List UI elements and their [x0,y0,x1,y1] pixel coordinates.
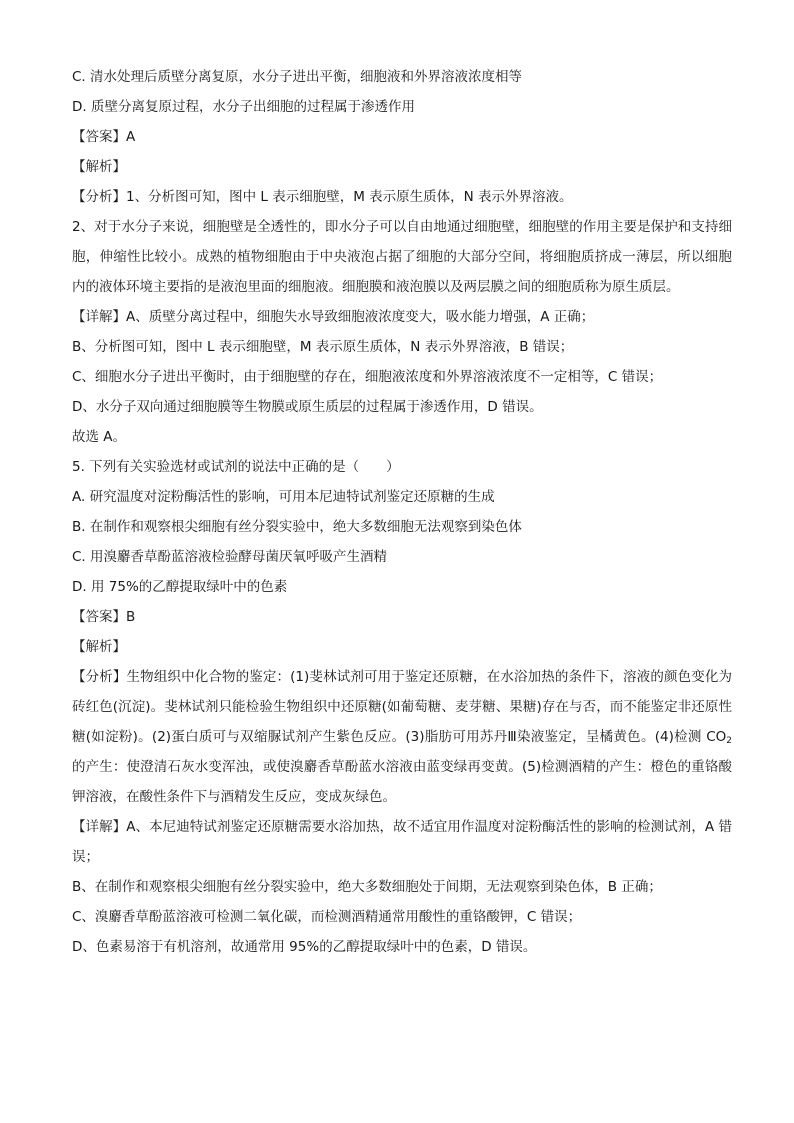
q4-xiangjie-d: D、水分子双向通过细胞膜等生物膜或原生质层的过程属于渗透作用，D 错误。 [72,399,543,415]
q5-xiangjie-b: B、在制作和观察根尖细胞有丝分裂实验中，绝大多数细胞处于间期，无法观察到染色体，B 正确； [72,879,662,895]
q4-conclusion: 故选 A。 [72,429,127,445]
q4-xiangjie-b: B、分析图可知，图中 L 表示细胞壁，M 表示原生质体，N 表示外界溶液，B 错误； [72,339,574,355]
q5-fenxi-subscript: 2 [726,736,732,746]
q5-option-d: D. 用 75%的乙醇提取绿叶中的色素 [72,579,288,595]
q5-option-b: B. 在制作和观察根尖细胞有丝分裂实验中，绝大多数细胞无法观察到染色体 [72,519,522,535]
q5-xiangjie-c: C、溴麝香草酚蓝溶液可检测二氧化碳，而检测酒精通常用酸性的重铬酸钾，C 错误； [72,909,582,925]
q4-option-d: D. 质壁分离复原过程，水分子出细胞的过程属于渗透作用 [72,99,415,115]
q4-xiangjie-a: 【详解】A、质壁分离过程中，细胞失水导致细胞液浓度变大，吸水能力增强，A 正确； [72,309,595,325]
q4-fenxi-2: 2、对于水分子来说，细胞壁是全透性的，即水分子可以自由地通过细胞壁，细胞壁的作用主要是保护和支持细胞，伸缩性比较小。成熟的植物细胞由于中央液泡占据了细胞的大部分空间，将细胞质挤成一薄层，所以细胞内的液体环境主要指的是液泡里面的细胞液。细胞膜和液泡膜以及两层膜之间的细胞质称为原生质层。 [72,219,732,295]
q4-fenxi-1: 【分析】1、分析图可知，图中 L 表示细胞壁，M 表示原生质体，N 表示外界溶液。 [72,189,573,205]
q4-option-c: C. 清水处理后质壁分离复原，水分子进出平衡，细胞液和外界溶液浓度相等 [72,69,523,85]
q5-analysis-label: 【解析】 [72,639,126,655]
document-page [72,62,732,962]
q5-fenxi [72,662,732,812]
q4-xiangjie-c: C、细胞水分子进出平衡时，由于细胞壁的存在，细胞液浓度和外界溶液浓度不一定相等，C 错误； [72,369,663,385]
q5-option-a: A. 研究温度对淀粉酶活性的影响，可用本尼迪特试剂鉴定还原糖的生成 [72,489,495,505]
q4-answer: 【答案】A [72,129,136,145]
q5-xiangjie-d: D、色素易溶于有机溶剂，故通常用 95%的乙醇提取绿叶中的色素，D 错误。 [72,939,537,955]
q5-question: 5. 下列有关实验选材或试剂的说法中正确的是（ ） [72,459,400,475]
q5-fenxi-part2: 的产生：使澄清石灰水变浑浊，或使溴麝香草酚蓝水溶液由蓝变绿再变黄。(5)检测酒精的产生：橙色的重铬酸钾溶液，在酸性条件下与酒精发生反应，变成灰绿色。 [72,759,732,805]
q5-fenxi-part1: 【分析】生物组织中化合物的鉴定：(1)斐林试剂可用于鉴定还原糖，在水浴加热的条件下，溶液的颜色变化为砖红色(沉淀)。斐林试剂只能检验生物组织中还原糖(如葡萄糖、麦芽糖、果糖)存在与否，而不能鉴定非还原性糖(如淀粉)。(2)蛋白质可与双缩脲试剂产生紫色反应。(3)脂肪可用苏丹Ⅲ染液鉴定，呈橘黄色。(4)检测 CO [72,669,732,745]
q4-analysis-label: 【解析】 [72,159,126,175]
q5-answer: 【答案】B [72,609,136,625]
q5-xiangjie-a: 【详解】A、本尼迪特试剂鉴定还原糖需要水浴加热，故不适宜用作温度对淀粉酶活性的影响的检测试剂，A 错误； [72,819,732,865]
q5-option-c: C. 用溴麝香草酚蓝溶液检验酵母菌厌氧呼吸产生酒精 [72,549,388,565]
